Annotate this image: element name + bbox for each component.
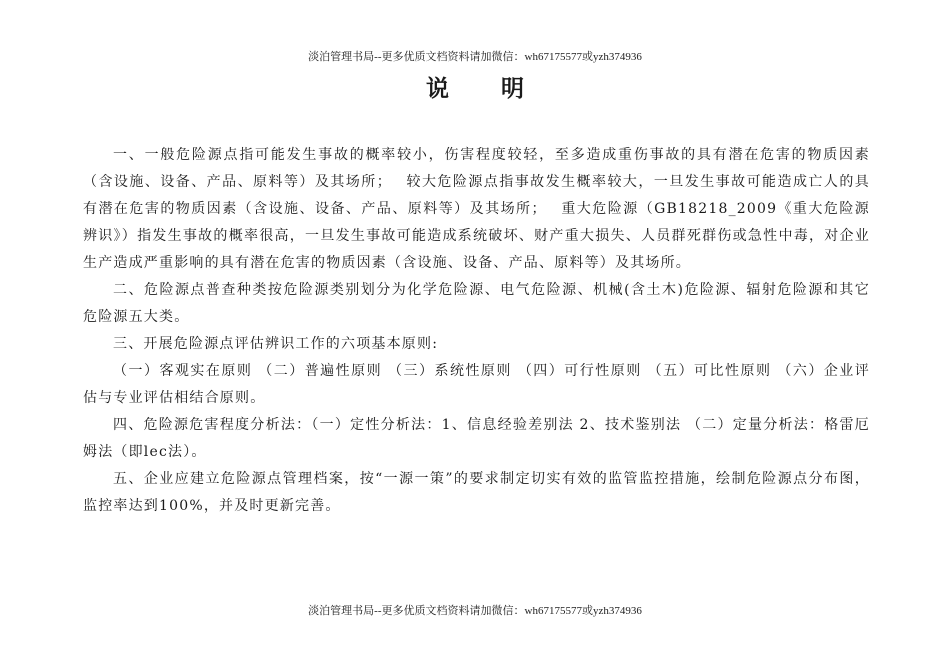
paragraph-analysis-methods: 四、危险源危害程度分析法：（一）定性分析法：1、信息经验差别法 2、技术鉴别法 （二）定量分析法：格雷厄姆法（即lec法）。 bbox=[83, 417, 870, 460]
document-body bbox=[83, 142, 870, 520]
paragraph-principles-list: （一）客观实在原则 （二）普遍性原则 （三）系统性原则 （四）可行性原则 （五）可比性原则 （六）企业评估与专业评估相结合原则。 bbox=[83, 363, 870, 406]
page-title: 说 明 bbox=[425, 75, 546, 102]
paragraph-management-files: 五、企业应建立危险源点管理档案，按“一源一策”的要求制定切实有效的监管监控措施，绘制危险源点分布图，监控率达到100%，并及时更新完善。 bbox=[83, 471, 870, 514]
page-footer: 淡泊管理书局--更多优质文档资料请加微信：wh67175577或yzh374936 bbox=[308, 605, 642, 617]
paragraph-principles-heading: 三、开展危险源点评估辨识工作的六项基本原则: bbox=[113, 336, 439, 352]
paragraph-hazard-definitions: 一、一般危险源点指可能发生事故的概率较小，伤害程度较轻，至多造成重伤事故的具有潜在危害的物质因素（含设施、设备、产品、原料等）及其场所； 较大危险源点指事故发生概率较大，一旦发生事故可能造成亡人的具有潜在危害的物质因素（含设施、设备、产品、原料等）及其场所； 重大危险源（GB18218_2009《重大危险源辨识》）指发生事故的概率很高，一旦发生事故可能造成系统破坏、财产重大损失、人员群死群伤或急性中毒，对企业生产造成严重影响的具有潜在危害的物质因素（含设施、设备、产品、原料等）及其场所。 bbox=[83, 147, 870, 271]
page-header: 淡泊管理书局--更多优质文档资料请加微信：wh67175577或yzh374936 bbox=[308, 51, 642, 63]
paragraph-hazard-categories: 二、危险源点普查种类按危险源类别划分为化学危险源、电气危险源、机械(含土木)危险源、辐射危险源和其它危险源五大类。 bbox=[83, 282, 870, 325]
